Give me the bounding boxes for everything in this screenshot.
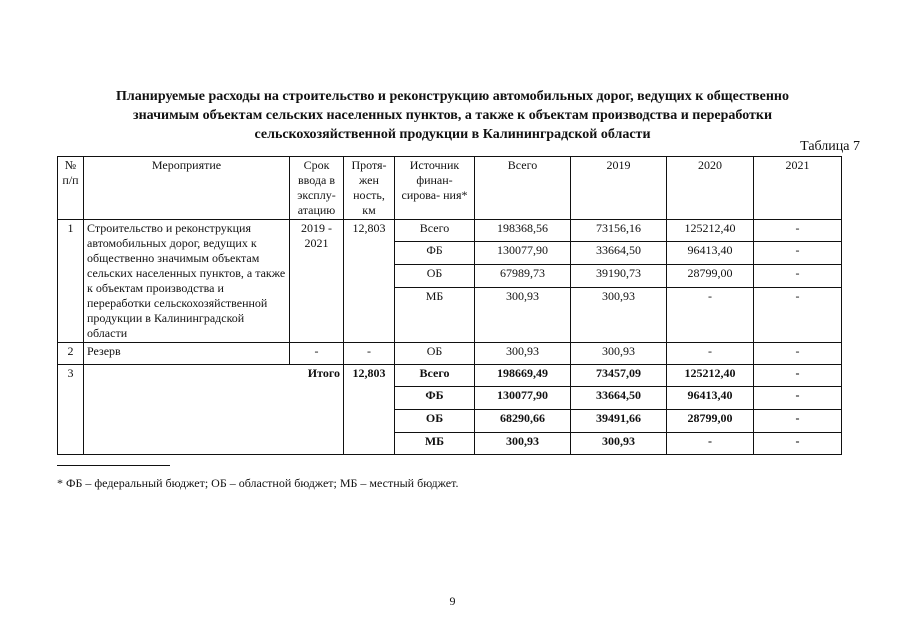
row-total-label: Итого <box>84 365 344 455</box>
row-source: Всего <box>395 220 475 242</box>
row-length: - <box>344 343 395 365</box>
title-line: Планируемые расходы на строительство и реконструкцию автомобильных дорог, ведущих к общественно <box>116 89 789 104</box>
row-source: МБ <box>395 433 475 455</box>
row-num: 2 <box>58 343 84 365</box>
row-2019: 33664,50 <box>571 387 667 410</box>
row-2020: 96413,40 <box>667 387 754 410</box>
row-2019: 73156,16 <box>571 220 667 242</box>
row-2021: - <box>754 288 842 343</box>
row-source: ФБ <box>395 387 475 410</box>
row-2021: - <box>754 220 842 242</box>
row-2021: - <box>754 433 842 455</box>
row-2021: - <box>754 387 842 410</box>
header-num: № п/п <box>58 157 84 220</box>
row-2020: - <box>667 288 754 343</box>
row-num: 1 <box>58 220 84 343</box>
row-2021: - <box>754 410 842 433</box>
row-length: 12,803 <box>344 220 395 343</box>
row-2021: - <box>754 365 842 387</box>
row-length: 12,803 <box>344 365 395 455</box>
document-title <box>60 87 845 144</box>
row-source: МБ <box>395 288 475 343</box>
row-2020: 28799,00 <box>667 410 754 433</box>
row-2019: 39190,73 <box>571 265 667 288</box>
row-2020: 125212,40 <box>667 365 754 387</box>
header-source: Источник финан- сирова- ния* <box>395 157 475 220</box>
row-event: Резерв <box>84 343 290 365</box>
header-length: Протя- жен ность, км <box>344 157 395 220</box>
row-event: Строительство и реконструкция автомобильных дорог, ведущих к общественно значимым объектам сельских населенных пунктов, а также к объектам производства и переработки сельскохозяйственной продукции в Калининградской области <box>84 220 290 343</box>
row-source: Всего <box>395 365 475 387</box>
row-2020: 28799,00 <box>667 265 754 288</box>
table-row <box>58 343 842 365</box>
footnote-divider <box>57 465 170 466</box>
row-total: 67989,73 <box>475 265 571 288</box>
table-caption: Таблица 7 <box>800 139 860 154</box>
header-total: Всего <box>475 157 571 220</box>
row-term: - <box>290 343 344 365</box>
row-2019: 300,93 <box>571 343 667 365</box>
row-source: ОБ <box>395 410 475 433</box>
row-2019: 33664,50 <box>571 242 667 265</box>
row-2020: 125212,40 <box>667 220 754 242</box>
header-2020: 2020 <box>667 157 754 220</box>
row-2021: - <box>754 242 842 265</box>
row-2019: 39491,66 <box>571 410 667 433</box>
title-line: значимым объектам сельских населенных пунктов, а также к объектам производства и переработки <box>132 108 773 123</box>
row-2021: - <box>754 343 842 365</box>
row-source: ОБ <box>395 343 475 365</box>
expenses-table <box>57 156 842 455</box>
row-total: 300,93 <box>475 288 571 343</box>
table-row-total <box>58 365 842 387</box>
footnote: * ФБ – федеральный бюджет; ОБ – областной бюджет; МБ – местный бюджет. <box>57 476 459 490</box>
row-source: ОБ <box>395 265 475 288</box>
title-line: сельскохозяйственной продукции в Калининградской области <box>254 127 651 142</box>
row-total: 300,93 <box>475 433 571 455</box>
table-header-row <box>58 157 842 220</box>
row-2019: 300,93 <box>571 288 667 343</box>
table-row <box>58 220 842 242</box>
row-2020: - <box>667 433 754 455</box>
row-total: 198368,56 <box>475 220 571 242</box>
row-num: 3 <box>58 365 84 455</box>
row-2019: 300,93 <box>571 433 667 455</box>
row-2020: 96413,40 <box>667 242 754 265</box>
header-event: Мероприятие <box>84 157 290 220</box>
page-number: 9 <box>449 594 456 608</box>
row-term: 2019 - 2021 <box>290 220 344 343</box>
row-2021: - <box>754 265 842 288</box>
header-2019: 2019 <box>571 157 667 220</box>
row-total: 130077,90 <box>475 387 571 410</box>
header-term: Срок ввода в эксплу- атацию <box>290 157 344 220</box>
row-2020: - <box>667 343 754 365</box>
row-2019: 73457,09 <box>571 365 667 387</box>
header-2021: 2021 <box>754 157 842 220</box>
row-source: ФБ <box>395 242 475 265</box>
row-total: 300,93 <box>475 343 571 365</box>
row-total: 68290,66 <box>475 410 571 433</box>
row-total: 130077,90 <box>475 242 571 265</box>
row-total: 198669,49 <box>475 365 571 387</box>
